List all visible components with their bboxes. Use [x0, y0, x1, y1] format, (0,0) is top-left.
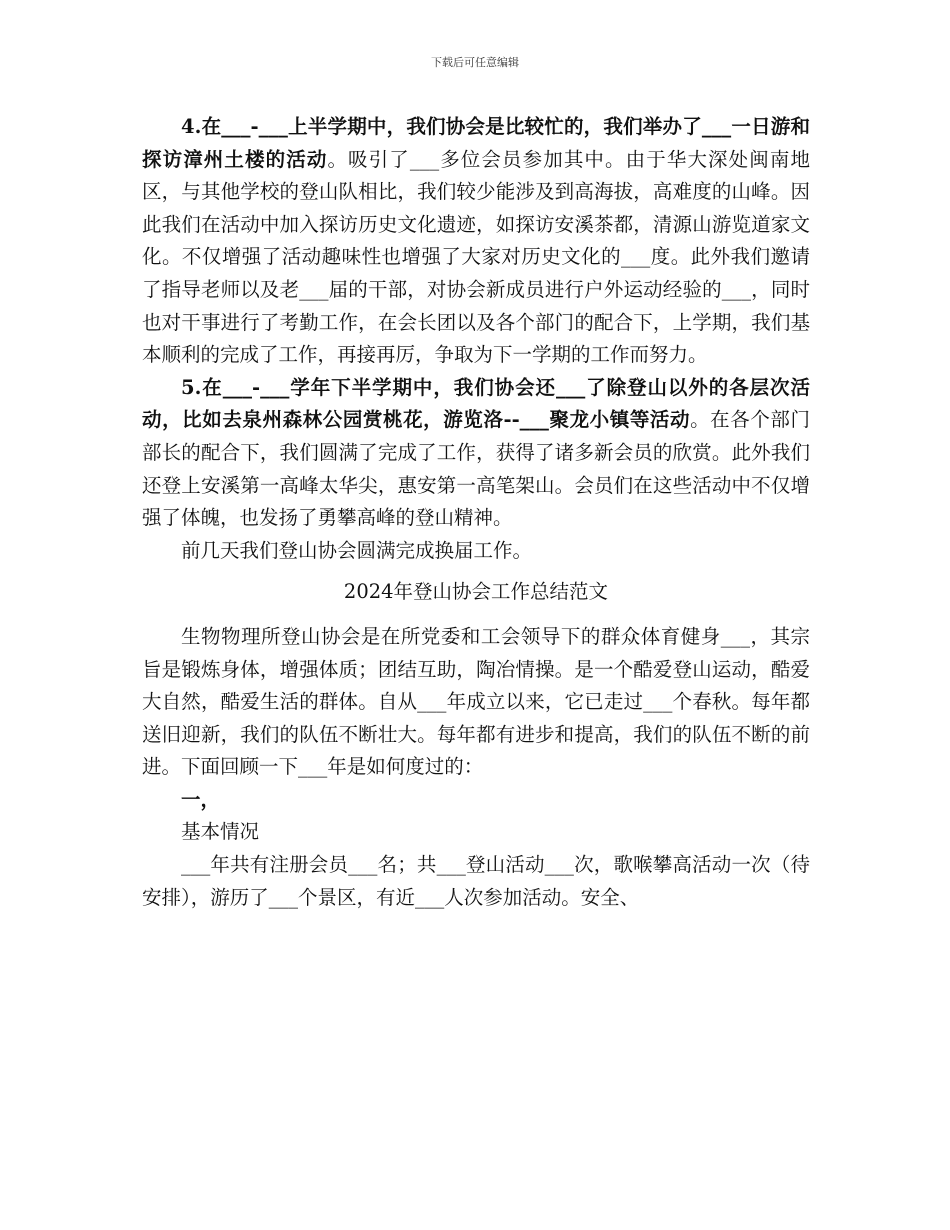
heading-one: 一，: [181, 787, 221, 811]
heading-one-subtitle: 基本情况: [181, 820, 260, 844]
document-title: 2024年登山协会工作总结范文: [343, 580, 609, 604]
section-5-text: 。在各个部门部长的配合下，我们圆满了完成了工作，获得了诸多新会员的欣赏。此外我们还登上安溪第一高峰太华尖，惠安第一高笔架山。会员们在这些活动中不仅增强了体魄，也发扬了勇攀高峰的登山精神。: [142, 408, 810, 530]
section-5-bold-lead: 5.在___-___学年下半学期中，我们协会还___了除登山以外的各层次活动，比如去泉州森林公园赏桃花，游览洛--___聚龙小镇等活动: [142, 375, 810, 432]
paragraph-section-4: [142, 111, 810, 372]
document-body: [142, 111, 810, 914]
section-4-bold-lead: 4.在___-___上半学期中，我们协会是比较忙的，我们举办了___一日游和探访漳州土楼的活动: [142, 115, 810, 171]
paragraph-basic-info: ___年共有注册会员___名；共___登山活动___次，歌喉攀高活动一次（待安排），游历了___个景区，有近___人次参加活动。安全、: [142, 853, 810, 909]
page-header: 下载后可任意编辑: [431, 56, 519, 69]
section-4-text: 。吸引了___多位会员参加其中。由于华大深处闽南地区，与其他学校的登山队相比，我们较少能涉及到高海拔，高难度的山峰。因此我们在活动中加入探访历史文化遗迹，如探访安溪茶都，清源山游览道家文化。不仅增强了活动趣味性也增强了大家对历史文化的___度。此外我们邀请了指导老师以及老___届的干部，对协会新成员进行户外运动经验的___，同时也对干事进行了考勤工作，在会长团以及各个部门的配合下，上学期，我们基本顺利的完成了工作，再接再厉，争取为下一学期的工作而努力。: [142, 147, 810, 367]
paragraph-closing: 前几天我们登山协会圆满完成换届工作。: [181, 538, 533, 562]
paragraph-section-5: [142, 372, 810, 535]
paragraph-intro: 生物物理所登山协会是在所党委和工会领导下的群众体育健身___，其宗旨是锻炼身体，增强体质；团结互助，陶冶情操。是一个酷爱登山运动，酷爱大自然，酷爱生活的群体。自从___年成立以来，它已走过___个春秋。每年都送旧迎新，我们的队伍不断壮大。每年都有进步和提高，我们的队伍不断的前进。下面回顾一下___年是如何度过的：: [142, 624, 810, 779]
